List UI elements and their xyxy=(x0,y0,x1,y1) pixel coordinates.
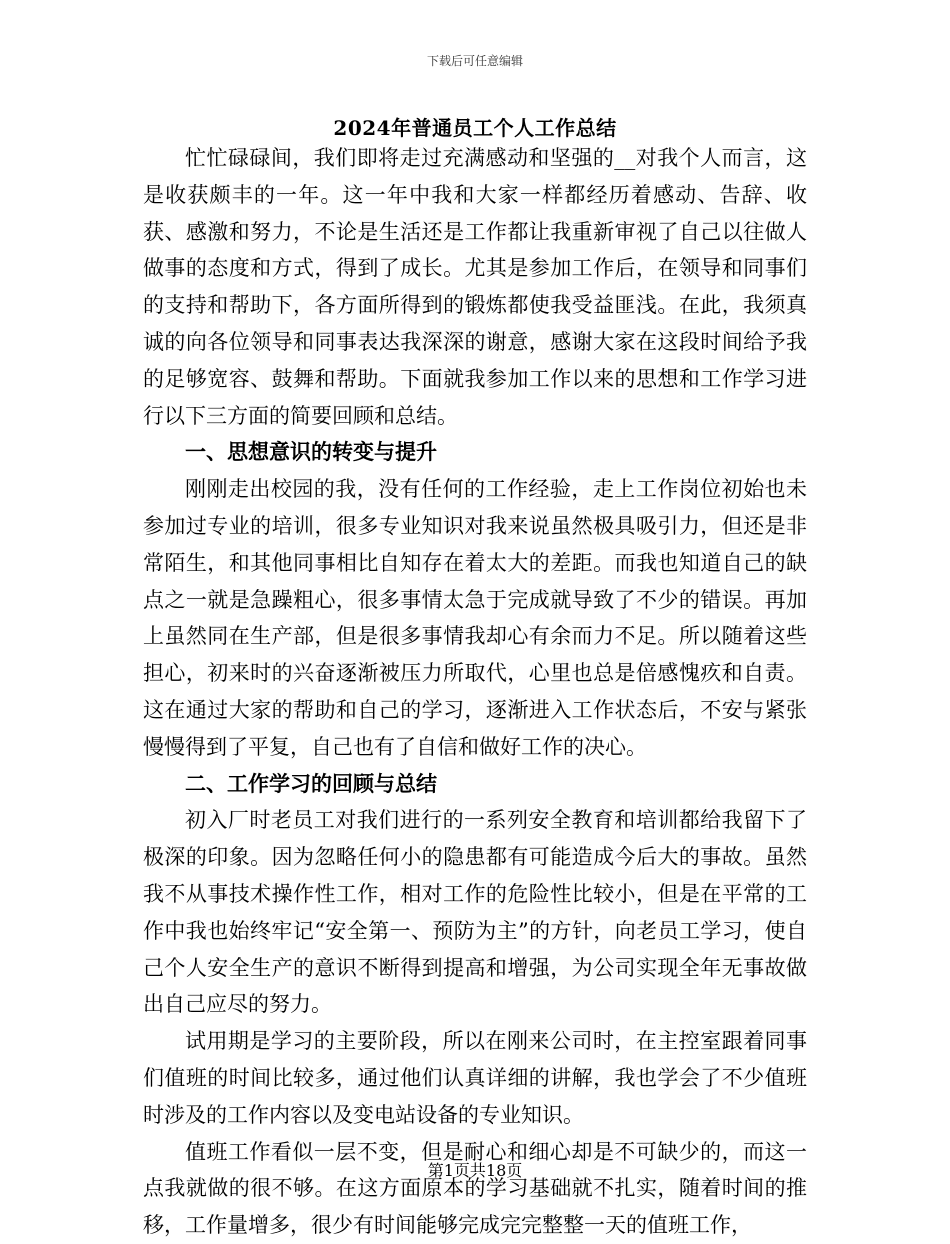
section1-paragraph-1: 刚刚走出校园的我，没有任何的工作经验，走上工作岗位初始也未参加过专业的培训，很多专业知识对我来说虽然极具吸引力，但还是非常陌生，和其他同事相比自知存在着太大的差距。而我也知道自己的缺点之一就是急躁粗心，很多事情太急于完成就导致了不少的错误。再加上虽然同在生产部，但是很多事情我却心有余而力不足。所以随着这些担心，初来时的兴奋逐渐被压力所取代，心里也总是倍感愧疚和自责。这在通过大家的帮助和自己的学习，逐渐进入工作状态后，不安与紧张慢慢得到了平复，自己也有了自信和做好工作的决心。 xyxy=(143,477,807,759)
header-note: 下载后可任意编辑 xyxy=(426,54,523,68)
section-heading-2: 二、工作学习的回顾与总结 xyxy=(185,770,437,796)
section2-paragraph-3: 值班工作看似一层不变，但是耐心和细心却是不可缺少的，而这一点我就做的很不够。在这方面原本的学习基础就不扎实，随着时间的推移，工作量增多，很少有时间能够完成完完整整一天的值班工作， xyxy=(143,1139,807,1238)
page-footer: 第1页共18页 xyxy=(427,1161,523,1180)
section2-paragraph-2: 试用期是学习的主要阶段，所以在刚来公司时，在主控室跟着同事们值班的时间比较多，通过他们认真详细的讲解，我也学会了不少值班时涉及的工作内容以及变电站设备的专业知识。 xyxy=(143,1029,807,1127)
section2-paragraph-1: 初入厂时老员工对我们进行的一系列安全教育和培训都给我留下了极深的印象。因为忽略任何小的隐患都有可能造成今后大的事故。虽然我不从事技术操作性工作，相对工作的危险性比较小，但是在平常的工作中我也始终牢记“安全第一、预防为主”的方针，向老员工学习，使自己个人安全生产的意识不断得到提高和增强，为公司实现全年无事故做出自己应尽的努力。 xyxy=(143,808,807,1017)
section-heading-1: 一、思想意识的转变与提升 xyxy=(185,439,437,465)
intro-paragraph: 忙忙碌碌间，我们即将走过充满感动和坚强的__对我个人而言，这是收获颇丰的一年。这一年中我和大家一样都经历着感动、告辞、收获、感激和努力，不论是生活还是工作都让我重新审视了自己以往做人做事的态度和方式，得到了成长。尤其是参加工作后，在领导和同事们的支持和帮助下，各方面所得到的锻炼都使我受益匪浅。在此，我须真诚的向各位领导和同事表达我深深的谢意，感谢大家在这段时间给予我的足够宽容、鼓舞和帮助。下面就我参加工作以来的思想和工作学习进行以下三方面的简要回顾和总结。 xyxy=(143,146,807,428)
document-body xyxy=(143,140,807,1244)
document-title: 2024年普通员工个人工作总结 xyxy=(333,116,617,140)
